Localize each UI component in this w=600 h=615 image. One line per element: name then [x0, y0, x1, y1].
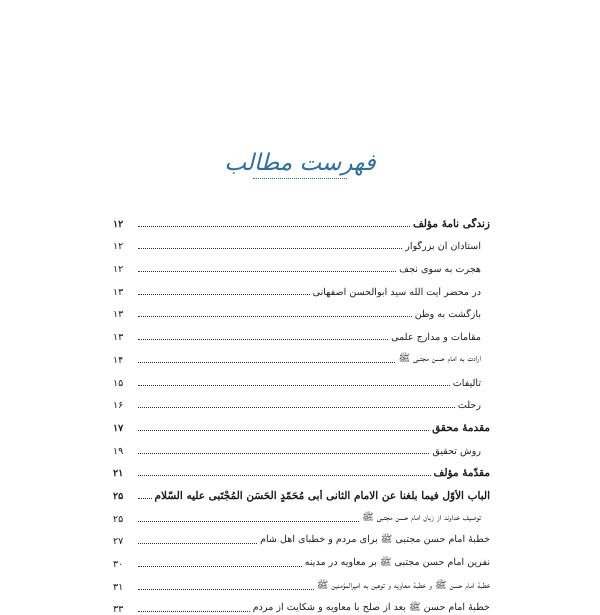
toc-entry-title: توصیف خداوند از زبان امام حسن مجتبی ﷺ: [362, 511, 481, 523]
toc-entry-page-number: ۲۷: [113, 536, 124, 548]
dot-leader: [138, 475, 431, 476]
dot-leader: [138, 226, 410, 227]
toc-entry[interactable]: [113, 366, 490, 389]
toc-entry-title: زندگی نامهٔ مؤلف: [412, 217, 490, 230]
toc-entry-page-number: ۱۳: [113, 286, 124, 298]
title-underline: [253, 178, 347, 179]
dot-leader: [138, 248, 402, 249]
table-of-contents: [113, 207, 490, 615]
toc-entry[interactable]: [113, 298, 490, 321]
toc-entry-page-number: ۳۱: [113, 581, 124, 593]
toc-entry-title: مقامات و مدارج علمی: [391, 332, 481, 344]
toc-entry-title: خطبهٔ امام حسن مجتبی ﷺ برای مردم و خطبای اهل شام: [260, 534, 490, 546]
toc-entry-page-number: ۱۴: [113, 354, 124, 366]
toc-entry[interactable]: [113, 547, 490, 570]
toc-entry[interactable]: [113, 502, 490, 525]
dot-leader: [138, 385, 450, 386]
toc-entry-page-number: ۳۳: [113, 604, 124, 615]
toc-entry[interactable]: [113, 275, 490, 298]
toc-entry-page-number: ۱۷: [113, 422, 124, 434]
toc-entry-title: تألیفات: [452, 377, 481, 389]
toc-entry-page-number: ۱۳: [113, 332, 124, 344]
toc-entry[interactable]: [113, 593, 490, 615]
dot-leader: [138, 407, 455, 408]
toc-entry-title: در محضر آیت الله سید ابوالحسن اصفهانی: [312, 286, 481, 298]
toc-entry-page-number: ۲۱: [113, 468, 124, 480]
toc-entry[interactable]: [113, 411, 490, 434]
toc-entry[interactable]: [113, 434, 490, 457]
toc-entry[interactable]: [113, 570, 490, 593]
toc-entry[interactable]: [113, 457, 490, 480]
toc-entry-page-number: ۳۰: [113, 559, 124, 570]
dot-leader: [138, 611, 250, 612]
toc-entry[interactable]: [113, 525, 490, 548]
toc-entry[interactable]: [113, 479, 490, 502]
toc-entry-title: استادان آن بزرگوار: [405, 241, 481, 253]
toc-entry-title: مقدمهٔ محقق: [432, 421, 490, 434]
toc-entry-page-number: ۱۵: [113, 377, 124, 389]
dot-leader: [138, 294, 310, 295]
toc-entry[interactable]: [113, 320, 490, 343]
toc-entry-title: الباب الأوّل فیما بلغنا عن الامام الثانی أبی مُحَمّدٍ الْحَسَن الْمُجْتَبی علیه السّلام: [154, 489, 490, 502]
dot-leader: [138, 271, 396, 272]
toc-entry-title: خطبهٔ امام حسن ﷺ و خطبهٔ معاویه و توهین به امیرالمؤمنین ﷺ: [316, 579, 490, 591]
page-title: فهرست مطالب: [224, 150, 376, 176]
dot-leader: [138, 453, 429, 454]
dot-leader: [138, 589, 314, 590]
toc-entry-title: ارادت به امام حسن مجتبی ﷺ: [398, 352, 481, 364]
toc-entry-page-number: ۱۶: [113, 400, 124, 412]
toc-entry[interactable]: [113, 207, 490, 230]
toc-entry-page-number: ۱۲: [113, 218, 124, 230]
toc-entry[interactable]: [113, 230, 490, 253]
dot-leader: [138, 498, 152, 499]
toc-entry-page-number: ۲۵: [113, 490, 124, 502]
toc-entry-title: بازگشت به وطن: [414, 309, 481, 321]
dot-leader: [138, 339, 388, 340]
dot-leader: [138, 543, 257, 544]
dot-leader: [138, 362, 395, 363]
title-block: [0, 150, 600, 179]
toc-entry[interactable]: [113, 343, 490, 366]
toc-entry-page-number: ۱۹: [113, 445, 124, 457]
toc-entry-page-number: ۱۲: [113, 264, 124, 276]
toc-entry-title: رحلت: [457, 400, 481, 412]
dot-leader: [138, 566, 302, 567]
toc-entry-title: روش تحقیق: [432, 445, 481, 457]
toc-entry-title: نفرین امام حسن مجتبی ﷺ بر معاویه در مدینه: [304, 557, 490, 568]
toc-entry-page-number: ۲۵: [113, 513, 124, 525]
dot-leader: [138, 521, 359, 522]
toc-entry[interactable]: [113, 389, 490, 412]
dot-leader: [138, 316, 412, 317]
toc-entry-title: مقدّمهٔ مؤلف: [433, 467, 490, 480]
toc-entry-title: هجرت به سوی نجف: [399, 264, 481, 276]
toc-entry-page-number: ۱۳: [113, 309, 124, 321]
toc-entry-page-number: ۱۲: [113, 241, 124, 253]
toc-entry[interactable]: [113, 252, 490, 275]
toc-entry-title: خطبهٔ امام حسن ﷺ بعد از صلح با معاویه و شکایت از مردم: [252, 602, 490, 614]
dot-leader: [138, 430, 429, 431]
